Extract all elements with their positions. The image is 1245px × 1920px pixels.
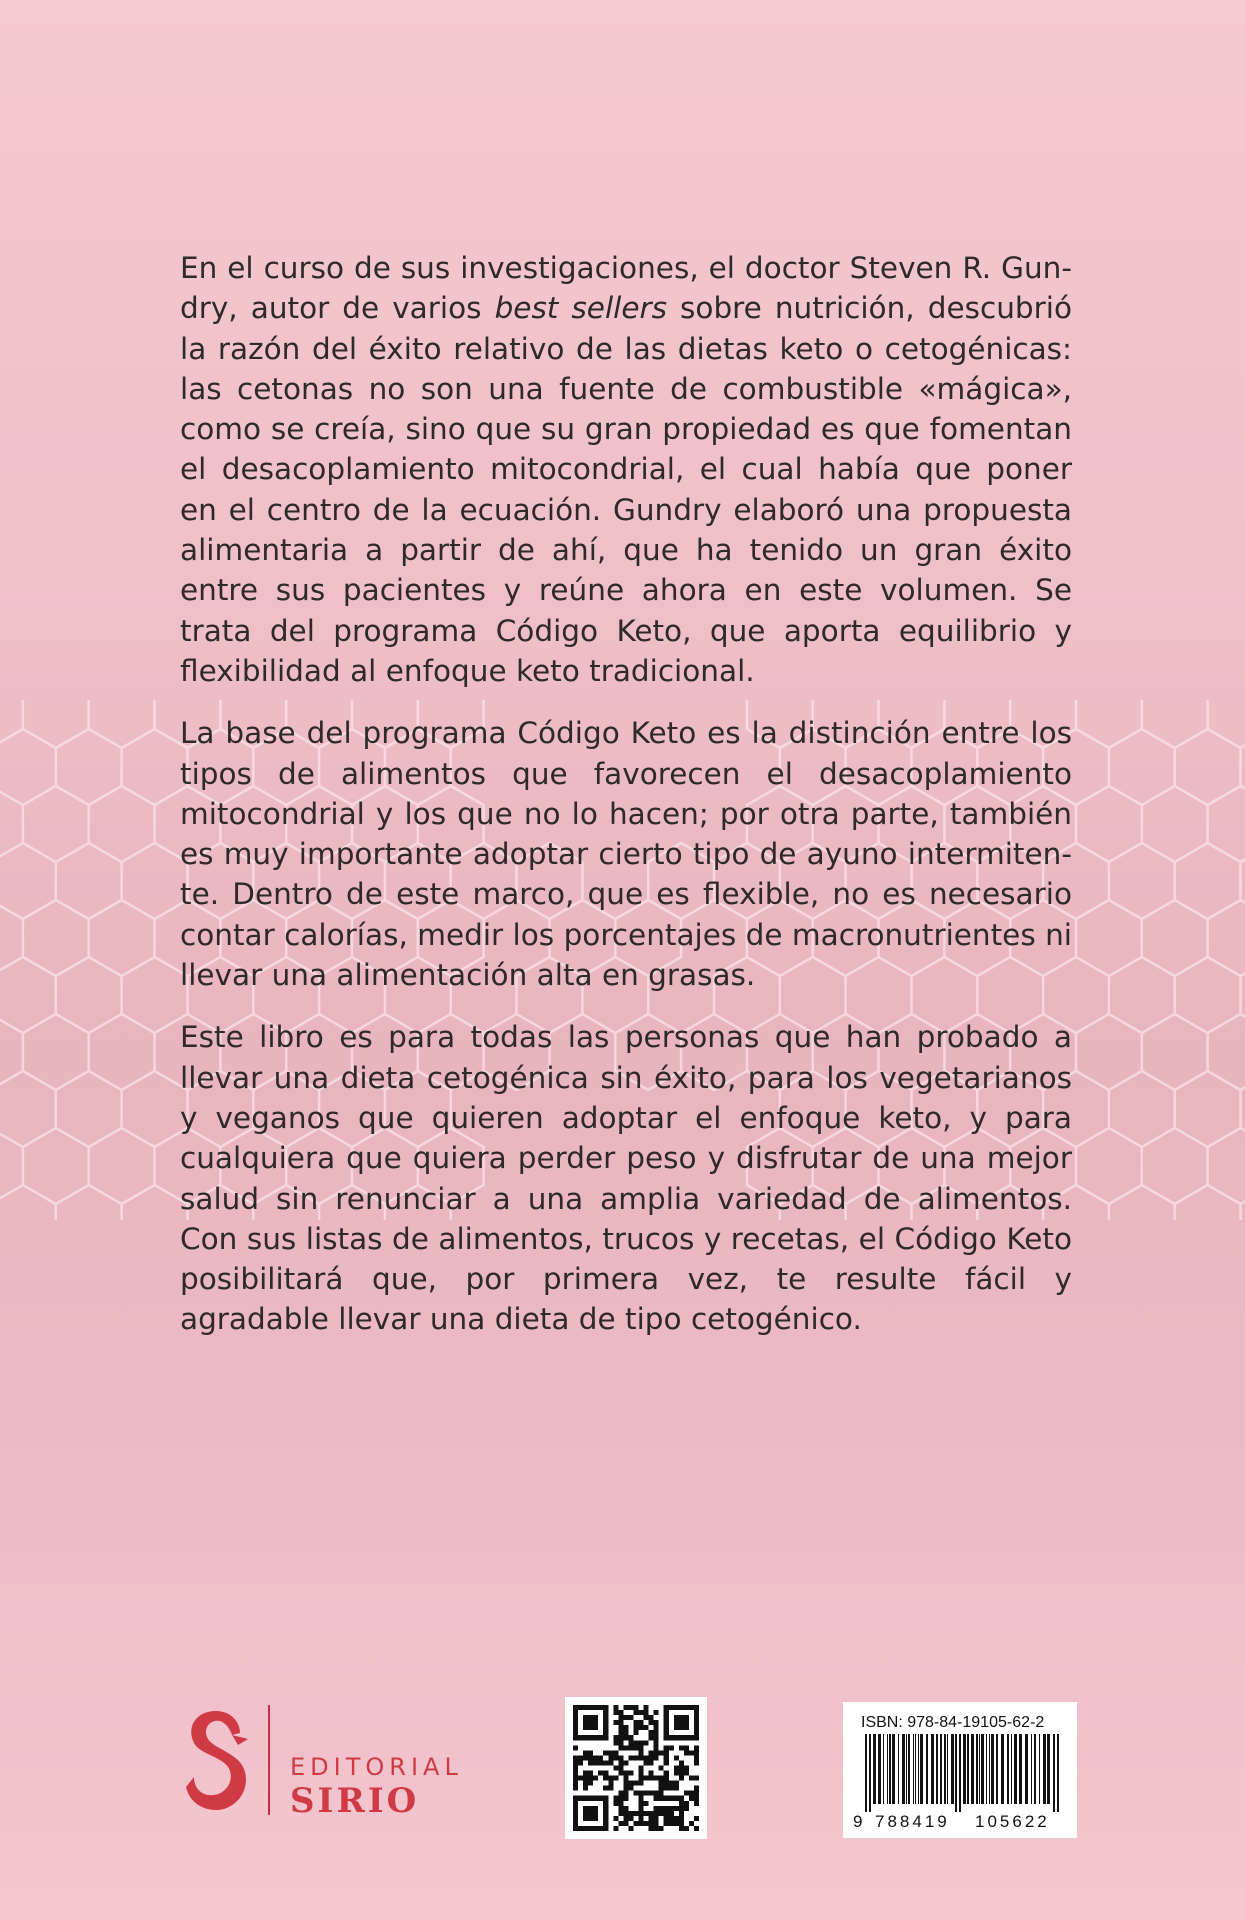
barcode-first-digit: 9: [853, 1812, 863, 1831]
description-run: sobre nutrición, descubrió la razón del éxito relativo de las dietas keto o cetogénicas: las cetonas no son una fuente de combustible «mágica», como se creía, sino que su gran propiedad es que fomentan el desacoplamiento mitocondrial, el cual había que poner en el centro de la ecuación. Gundry elaboró una propuesta alimentaria a partir de ahí, que ha tenido un gran éxito entre sus pacientes y reúne ahora en este volumen. Se trata del programa Código Keto, que aporta equilibrio y flexibilidad al enfoque keto tradicional.: [180, 291, 1072, 688]
publisher-name-line1: EDITORIAL: [290, 1753, 463, 1781]
publisher-logo: [182, 1705, 502, 1821]
description-paragraph: [180, 1017, 1072, 1339]
swan-logo-icon: [182, 1705, 252, 1815]
publisher-name-line2: SIRIO: [290, 1781, 420, 1821]
description-paragraph: [180, 713, 1072, 995]
description-run: La base del programa Código Keto es la distinción entre los tipos de alimentos que favorecen el desacoplamiento mitocondrial y los que no lo hacen; por otra parte, también es muy importante adoptar cierto tipo de ayuno intermitente. Dentro de este marco, que es flexible, no es necesario contar calorías, medir los porcentajes de macronutrientes ni llevar una alimentación alta en grasas.: [180, 716, 1072, 993]
description-run: En el curso de sus investigaciones, el doctor Steven R. Gundry, autor de varios: [180, 251, 1072, 326]
publisher-divider: [268, 1705, 270, 1815]
back-cover-description: [180, 248, 1072, 1362]
barcode-bars: [851, 1734, 1069, 1812]
isbn-barcode: [843, 1702, 1077, 1838]
description-paragraph: [180, 248, 1072, 691]
barcode-right-group: 105622: [975, 1812, 1050, 1831]
qr-code: [565, 1697, 707, 1839]
barcode-left-group: 788419: [875, 1812, 950, 1831]
isbn-label: ISBN: 978-84-19105-62-2: [861, 1714, 1045, 1731]
qr-code-icon: [573, 1705, 699, 1831]
description-run: Este libro es para todas las personas que han probado a llevar una dieta cetogénica sin éxito, para los vegetarianos y veganos que quieren adoptar el enfoque keto, y para cualquiera que quiera perder peso y disfrutar de una mejor salud sin renunciar a una amplia variedad de alimentos. Con sus listas de alimentos, trucos y recetas, el Código Keto posibilitará que, por primera vez, te resulte fácil y agradable llevar una dieta de tipo cetogénico.: [180, 1020, 1072, 1337]
description-italic-run: best sellers: [494, 291, 667, 326]
